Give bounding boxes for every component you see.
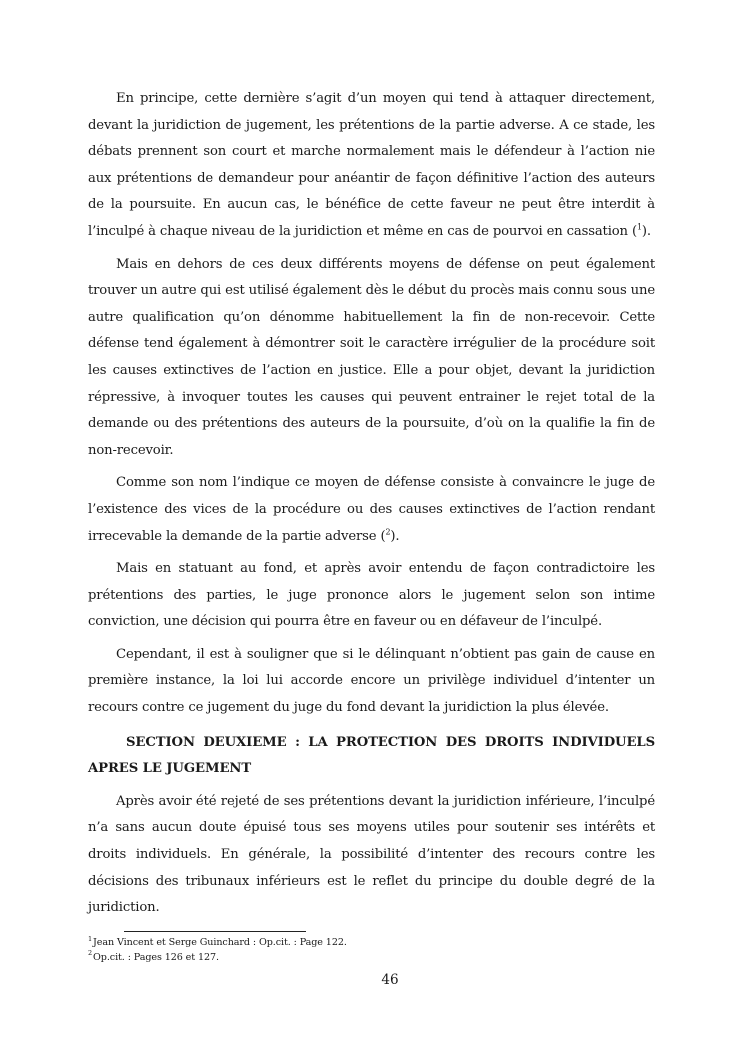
footnote-1	[88, 936, 655, 951]
paragraph-5: Cependant, il est à souligner que si le délinquant n’obtient pas gain de cause en première instance, la loi lui accorde encore un privilège individuel d’intenter un recours contre ce jugement du juge du fond devant la juridiction la plus élevée.	[88, 646, 655, 716]
paragraph-3-text: Comme son nom l’indique ce moyen de défense consiste à convaincre le juge de l’existence des vices de la procédure ou des causes extinctives de l’action rendant irrecevable la demande de la partie adverse (	[88, 475, 655, 544]
footnote-ref-1[interactable]: 1	[636, 222, 642, 232]
footnote-2-text: Op.cit. : Pages 126 et 127.	[93, 951, 219, 963]
footnote-1-mark: 1	[88, 934, 93, 943]
paragraph-1	[88, 86, 655, 246]
footnote-2	[88, 951, 655, 966]
page-body	[88, 86, 655, 928]
paragraph-1-text: En principe, cette dernière s’agit d’un moyen qui tend à attaquer directement, devant la juridiction de jugement, les prétentions de la partie adverse. A ce stade, les débats prennent son court et marche normalement mais le défendeur à l’action nie aux prétentions de demandeur pour anéantir de façon définitive l’action des auteurs de la poursuite. En aucun cas, le bénéfice de cette faveur ne peut être interdit à l’inculpé à chaque niveau de la juridiction et même en cas de pourvoi en cassation (	[88, 91, 655, 239]
paragraph-4: Mais en statuant au fond, et après avoir entendu de façon contradictoire les prétentions des parties, le juge prononce alors le jugement selon son intime conviction, une décision qui pourra être en faveur ou en défaveur de l’inculpé.	[88, 561, 655, 630]
paragraph-3	[88, 470, 655, 550]
footnote-2-mark: 2	[88, 949, 93, 958]
paragraph-6: Après avoir été rejeté de ses prétentions devant la juridiction inférieure, l’inculpé n’a sans aucun doute épuisé tous ses moyens utiles pour soutenir ses intérêts et droits individuels. En générale, la possibilité d’intenter des recours contre les décisions des tribunaux inférieurs est le reflet du principe du double degré de la juridiction.	[88, 793, 655, 916]
footnote-separator	[124, 931, 306, 932]
footnotes	[88, 936, 655, 965]
section-heading: SECTION DEUXIEME : LA PROTECTION DES DROITS INDIVIDUELS APRES LE JUGEMENT	[88, 734, 655, 777]
footnote-1-text: Jean Vincent et Serge Guinchard : Op.cit. : Page 122.	[93, 937, 347, 948]
paragraph-1-tail: ).	[641, 223, 651, 239]
paragraph-2: Mais en dehors de ces deux différents moyens de défense on peut également trouver un autre qui est utilisé également dès le début du procès mais connu sous une autre qualification qu’on dénomme habituellement la fin de non-recevoir. Cette défense tend également à démontrer soit le caractère irrégulier de la procédure soit les causes extinctives de l’action en justice. Elle a pour objet, devant la juridiction répressive, à invoquer toutes les causes qui peuvent entrainer le rejet total de la demande ou des prétentions des auteurs de la poursuite, d’où on la qualifie la fin de non-recevoir.	[88, 256, 655, 458]
paragraph-3-tail: ).	[390, 528, 400, 544]
footnote-ref-2[interactable]: 2	[385, 527, 391, 537]
page-number: 46	[381, 972, 399, 988]
